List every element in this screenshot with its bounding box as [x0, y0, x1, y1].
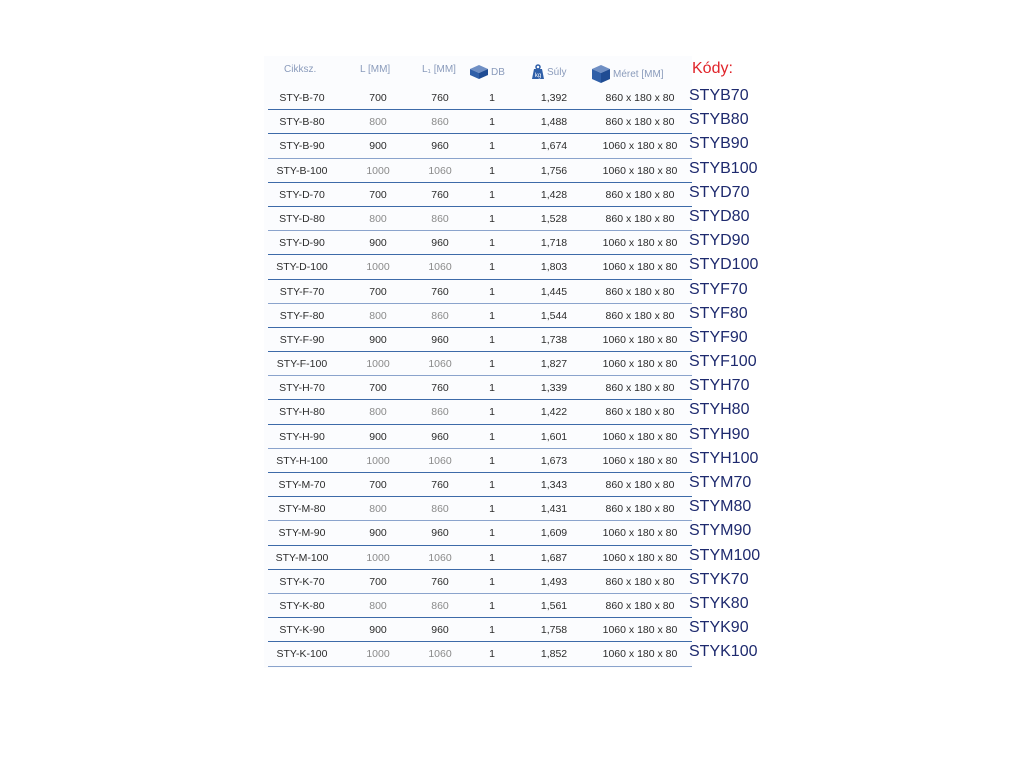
cell-meret: 860 x 180 x 80 [605, 116, 675, 129]
table-row [264, 86, 784, 110]
cell-l: 800 [369, 212, 387, 225]
product-code: STYH80 [689, 401, 750, 419]
cell-l: 800 [369, 599, 387, 612]
cell-suly: 1,528 [540, 212, 568, 225]
cell-l1: 760 [431, 479, 449, 491]
cell-meret: 860 x 180 x 80 [605, 212, 675, 225]
cell-l: 1000 [366, 358, 390, 371]
cell-suly: 1,488 [540, 116, 568, 129]
cell-suly: 1,673 [540, 454, 568, 467]
cell-db: 1 [489, 285, 495, 298]
product-code: STYM70 [689, 474, 752, 491]
cell-l1: 860 [431, 116, 449, 129]
header-suly [530, 64, 566, 80]
cell-l1: 960 [431, 140, 449, 153]
product-code: STYD80 [689, 207, 750, 225]
cell-meret: 1060 x 180 x 80 [602, 430, 678, 443]
cell-meret: 1060 x 180 x 80 [602, 358, 678, 371]
cube-icon [590, 64, 612, 84]
cell-suly: 1,609 [540, 527, 568, 540]
cell-l: 700 [369, 92, 387, 104]
cell-l: 700 [369, 285, 387, 298]
cell-l: 900 [369, 527, 387, 540]
cell-suly: 1,544 [540, 309, 568, 322]
cell-l: 700 [369, 479, 387, 491]
cell-cikksz: STY-D-80 [279, 212, 325, 225]
header-meret [590, 64, 664, 84]
cell-meret: 1060 x 180 x 80 [602, 624, 678, 637]
cell-suly: 1,687 [540, 551, 568, 564]
table-row [264, 352, 784, 376]
cell-db: 1 [489, 648, 495, 661]
cell-l1: 760 [431, 382, 449, 395]
cell-suly: 1,718 [540, 237, 568, 250]
table-row [264, 642, 784, 666]
product-code: STYF80 [689, 304, 748, 322]
table-row [264, 546, 784, 570]
product-code: STYH70 [689, 377, 750, 395]
cell-meret: 860 x 180 x 80 [605, 92, 675, 104]
cell-suly: 1,493 [540, 575, 568, 588]
row-divider [268, 666, 692, 667]
table-row [264, 497, 784, 521]
cell-cikksz: STY-B-90 [279, 140, 325, 153]
cell-db: 1 [489, 454, 495, 467]
cell-cikksz: STY-M-80 [278, 503, 326, 516]
cell-db: 1 [489, 527, 495, 540]
cell-l1: 860 [431, 599, 449, 612]
product-code: STYD70 [689, 183, 750, 201]
cell-l1: 960 [431, 333, 449, 346]
product-code: STYF100 [689, 353, 757, 371]
cell-suly: 1,756 [540, 164, 568, 177]
table-row [264, 255, 784, 279]
product-code: STYM100 [689, 546, 761, 564]
cell-suly: 1,827 [540, 358, 568, 371]
cell-db: 1 [489, 237, 495, 250]
cell-l1: 1060 [428, 358, 452, 371]
cell-cikksz: STY-D-90 [279, 237, 325, 250]
cell-l1: 960 [431, 527, 449, 540]
cell-meret: 1060 x 180 x 80 [602, 551, 678, 564]
cell-l: 1000 [366, 454, 390, 467]
cell-cikksz: STY-H-80 [279, 406, 325, 419]
cell-db: 1 [489, 430, 495, 443]
cell-cikksz: STY-F-90 [279, 333, 325, 346]
table-row [264, 425, 784, 449]
product-code: STYB70 [689, 87, 749, 104]
product-code: STYM90 [689, 522, 752, 540]
cell-db: 1 [489, 116, 495, 129]
cell-l: 1000 [366, 164, 390, 177]
table-row [264, 521, 784, 545]
cell-db: 1 [489, 382, 495, 395]
cell-suly: 1,445 [540, 285, 568, 298]
header-cikksz: Cikksz. [284, 64, 317, 75]
cell-suly: 1,601 [540, 430, 568, 443]
cell-meret: 860 x 180 x 80 [605, 575, 675, 588]
weight-icon [530, 64, 546, 80]
table-row [264, 473, 784, 497]
product-code: STYM80 [689, 498, 752, 516]
cell-l1: 960 [431, 624, 449, 637]
cell-l1: 760 [431, 188, 449, 201]
cell-cikksz: STY-B-80 [279, 116, 325, 129]
cell-cikksz: STY-M-90 [278, 527, 326, 540]
cell-meret: 860 x 180 x 80 [605, 309, 675, 322]
header-l: L [MM] [360, 64, 391, 75]
table-row [264, 183, 784, 207]
cell-l: 800 [369, 309, 387, 322]
cell-cikksz: STY-K-90 [279, 624, 325, 637]
table-row [264, 304, 784, 328]
table-row [264, 231, 784, 255]
cell-suly: 1,392 [540, 92, 568, 104]
product-code: STYB80 [689, 111, 749, 129]
cell-l: 700 [369, 575, 387, 588]
cell-db: 1 [489, 92, 495, 104]
cell-l: 900 [369, 237, 387, 250]
cell-cikksz: STY-B-100 [276, 164, 328, 177]
cell-db: 1 [489, 164, 495, 177]
cell-l1: 960 [431, 237, 449, 250]
header-meret-label: Méret [MM] [613, 68, 664, 80]
product-code: STYF90 [689, 328, 748, 346]
cell-l1: 760 [431, 575, 449, 588]
header-suly-label: Súly [547, 66, 567, 78]
box-icon [468, 64, 490, 80]
cell-l1: 860 [431, 503, 449, 516]
cell-l: 700 [369, 382, 387, 395]
product-code: STYH100 [689, 449, 759, 467]
cell-cikksz: STY-D-70 [279, 188, 325, 201]
weight-icon-label: kg [534, 73, 542, 79]
table-row [264, 376, 784, 400]
cell-l1: 860 [431, 212, 449, 225]
cell-cikksz: STY-B-70 [279, 92, 325, 104]
table-row [264, 570, 784, 594]
cell-meret: 860 x 180 x 80 [605, 503, 675, 516]
cell-cikksz: STY-M-70 [278, 479, 326, 491]
cell-db: 1 [489, 261, 495, 274]
cell-l: 700 [369, 188, 387, 201]
cell-l1: 1060 [428, 164, 452, 177]
product-code: STYF70 [689, 280, 748, 298]
cell-db: 1 [489, 333, 495, 346]
kody-label: Kódy: [692, 60, 733, 77]
cell-cikksz: STY-K-70 [279, 575, 325, 588]
cell-meret: 1060 x 180 x 80 [602, 237, 678, 250]
cell-db: 1 [489, 309, 495, 322]
cell-meret: 860 x 180 x 80 [605, 188, 675, 201]
cell-meret: 860 x 180 x 80 [605, 479, 675, 491]
cell-cikksz: STY-M-100 [275, 551, 329, 564]
cell-cikksz: STY-D-100 [276, 261, 328, 274]
cell-l1: 1060 [428, 261, 452, 274]
cell-l: 1000 [366, 648, 390, 661]
header-l1: L₁ [MM] [422, 64, 456, 75]
product-code: STYH90 [689, 425, 750, 443]
cell-db: 1 [489, 503, 495, 516]
cell-cikksz: STY-K-80 [279, 599, 325, 612]
cell-suly: 1,431 [540, 503, 568, 516]
table-row [264, 110, 784, 134]
cell-db: 1 [489, 575, 495, 588]
cell-suly: 1,674 [540, 140, 568, 153]
cell-db: 1 [489, 358, 495, 371]
cell-meret: 860 x 180 x 80 [605, 382, 675, 395]
cell-l1: 960 [431, 430, 449, 443]
cell-cikksz: STY-H-90 [279, 430, 325, 443]
cell-meret: 1060 x 180 x 80 [602, 527, 678, 540]
header-db-label: DB [491, 66, 505, 78]
cell-l: 900 [369, 624, 387, 637]
cell-l1: 760 [431, 285, 449, 298]
cell-cikksz: STY-F-70 [279, 285, 325, 298]
cell-suly: 1,561 [540, 599, 568, 612]
cell-meret: 1060 x 180 x 80 [602, 333, 678, 346]
table-row [264, 159, 784, 183]
cell-db: 1 [489, 599, 495, 612]
cell-l1: 1060 [428, 648, 452, 661]
cell-l1: 860 [431, 309, 449, 322]
table-row [264, 618, 784, 642]
cell-suly: 1,339 [540, 382, 568, 395]
cell-cikksz: STY-F-80 [279, 309, 325, 322]
cell-suly: 1,758 [540, 624, 568, 637]
cell-db: 1 [489, 140, 495, 153]
table-row [264, 400, 784, 424]
cell-l: 1000 [366, 551, 390, 564]
cell-meret: 1060 x 180 x 80 [602, 454, 678, 467]
cell-l: 800 [369, 406, 387, 419]
cell-suly: 1,738 [540, 333, 568, 346]
product-code: STYB100 [689, 159, 758, 177]
cell-cikksz: STY-K-100 [276, 648, 328, 661]
cell-l1: 760 [431, 92, 449, 104]
cell-suly: 1,343 [540, 479, 568, 491]
cell-l1: 1060 [428, 551, 452, 564]
table-row [264, 594, 784, 618]
cell-meret: 1060 x 180 x 80 [602, 261, 678, 274]
cell-db: 1 [489, 406, 495, 419]
cell-l1: 1060 [428, 454, 452, 467]
cell-db: 1 [489, 212, 495, 225]
cell-l: 800 [369, 116, 387, 129]
cell-db: 1 [489, 551, 495, 564]
cell-suly: 1,422 [540, 406, 568, 419]
cell-meret: 860 x 180 x 80 [605, 599, 675, 612]
cell-meret: 1060 x 180 x 80 [602, 164, 678, 177]
table-header [264, 56, 764, 86]
cell-meret: 1060 x 180 x 80 [602, 648, 678, 661]
header-db [468, 64, 505, 80]
cell-l1: 860 [431, 406, 449, 419]
cell-l: 900 [369, 430, 387, 443]
cell-db: 1 [489, 188, 495, 201]
table-body [264, 86, 784, 667]
cell-db: 1 [489, 624, 495, 637]
cell-meret: 860 x 180 x 80 [605, 285, 675, 298]
cell-meret: 860 x 180 x 80 [605, 406, 675, 419]
cell-cikksz: STY-H-70 [279, 382, 325, 395]
product-code: STYD100 [689, 256, 759, 274]
product-code: STYB90 [689, 135, 749, 153]
cell-db: 1 [489, 479, 495, 491]
product-code: STYK100 [689, 643, 758, 661]
product-code: STYK90 [689, 619, 749, 637]
cell-cikksz: STY-H-100 [276, 454, 328, 467]
cell-cikksz: STY-F-100 [276, 358, 328, 371]
cell-suly: 1,428 [540, 188, 568, 201]
cell-meret: 1060 x 180 x 80 [602, 140, 678, 153]
cell-l: 900 [369, 333, 387, 346]
cell-l: 800 [369, 503, 387, 516]
cell-suly: 1,803 [540, 261, 568, 274]
table-row [264, 449, 784, 473]
product-code: STYK80 [689, 594, 749, 612]
cell-l: 1000 [366, 261, 390, 274]
table-row [264, 207, 784, 231]
table-row [264, 134, 784, 158]
product-code: STYK70 [689, 570, 749, 588]
table-row [264, 280, 784, 304]
product-code: STYD90 [689, 232, 750, 250]
cell-l: 900 [369, 140, 387, 153]
table-row [264, 328, 784, 352]
cell-suly: 1,852 [540, 648, 568, 661]
